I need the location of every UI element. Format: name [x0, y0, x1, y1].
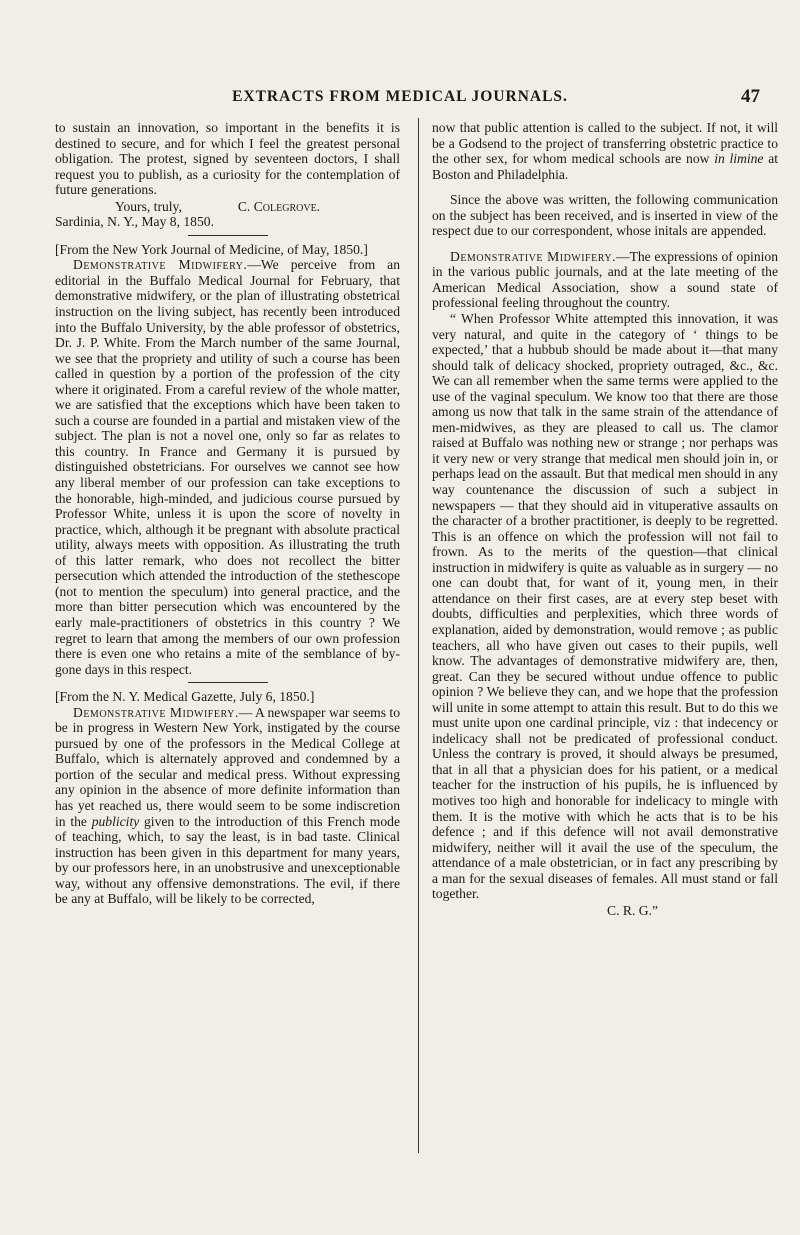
article-heading: Demonstrative Midwifery. — [450, 248, 616, 264]
right-column — [432, 120, 778, 918]
article-paragraph — [55, 705, 400, 907]
left-column — [55, 120, 400, 907]
signature-closing: Yours, truly, — [115, 198, 182, 214]
article-body-continued: given to the introduction of this French mode of teaching, which, to say the least, is in bad taste. Clinical instruction has been given in this department for many years, by our professors here, in an unobstrusive and unexceptionable way, without any offensive demonstrations. The evil, if there be any at Buffalo, will be likely to be corrected, — [55, 813, 400, 907]
article-body: —We perceive from an editorial in the Buffalo Medical Journal for February, that demonstrative midwifery, or the plan of illustrating obstetrical instruction on the living subject, has recently been introduced into the Buffalo University, by the able professor of obstetrics, Dr. J. P. White. From the March number of the same Journal, we see that the propriety and utility of such a course has been called in question by a portion of the profession of the city where it originated. From a careful review of the whole matter, we are satisfied that the exceptions which have been taken to such a course are founded in a partial and mistaken view of the subject. The plan is not a novel one, only so far as relates to this country. In France and Germany it is pursued by distinguished obstetricians. For ourselves we cannot see how any liberal member of our profession can take exceptions to the honorable, high-minded, and judicious course pursued by Professor White, unless it is upon the score of novelty in practice, which, although it be pregnant with absolute practical utility, always meets with opposition. As illustrating the truth of this latter remark, who does not recollect the bitter persecution which attended the introduction of the stethescope (not to mention the speculum) into general practice, and the more than bitter persecution which was encountered by the early male-practitioners of obstetrics in this country ? We regret to learn that among the members of our own profession there is even one who retains a mite of the semblance of by-gone days in this respect. — [55, 257, 400, 677]
article-paragraph — [432, 249, 778, 311]
article-body: — A newspaper war seems to be in progress in Western New York, instigated by the course pursued by one of the professors in the Medical College at Buffalo, which is alternately approved and condemned by a portion of the secular and medical press. Without expressing any opinion in the absence of more definite information than has yet reached us, there would seem to be some indiscretion in the — [55, 704, 400, 829]
article-heading: Demonstrative Midwifery. — [73, 704, 239, 720]
signature-name: C. Colegrove. — [237, 198, 321, 214]
paragraph-gap — [432, 182, 778, 192]
correspondent-initials: C. R. G.” — [607, 902, 658, 918]
column-divider — [418, 118, 419, 1153]
header-title: EXTRACTS FROM MEDICAL JOURNALS. — [232, 88, 568, 105]
article-heading: Demonstrative Midwifery. — [73, 257, 248, 273]
continued-paragraph — [432, 120, 778, 182]
continued-text-end: at Boston and Philadelphia. — [432, 151, 778, 182]
paragraph-gap — [432, 239, 778, 249]
signature-place: Sardinia, N. Y., May 8, 1850. — [55, 214, 214, 230]
intro-paragraph: to sustain an innovation, so important in the benefits it is destined to secure, and for which I feel the greatest personal obligation. The protest, signed by seventeen doctors, I shall request you to publish, as a curiosity for the contemplation of future generations. — [55, 120, 400, 198]
source-citation: [From the N. Y. Medical Gazette, July 6, 1850.] — [55, 689, 315, 705]
italic-term: in limine — [714, 151, 764, 167]
editor-note: Since the above was written, the following communication on the subject has been received, and is inserted in view of the respect due to our correspondent, whose initals are appended. — [432, 192, 778, 239]
continued-text: now that public attention is called to the subject. If not, it will be a Godsend to the project of transferring obstetric practice to the other sex, for whom medical schools are now — [432, 120, 778, 167]
article-paragraph — [55, 257, 400, 677]
italic-term: publicity — [91, 813, 140, 829]
quoted-communication: “ When Professor White attempted this innovation, it was very natural, and quite in the category of ‘ things to be expected,’ that a hubbub should be made about it—that many should talk of delicacy shocked, propriety outraged, &c., &c. We can all remember when the same terms were applied to the use of the vaginal speculum. We know too that there are those among us now that talk in the same strain of the attendance of men-midwives, as they are pleased to call us. The clamor raised at Buffalo was nothing new or strange ; nor perhaps was it very new or very strange that medical men should join in, or perhaps lead on the assault. But that medical men should in any way countenance the discussion of such a subject in newspapers — that they should aid in vituperative assaults on the character of a brother practitioner, is deeply to be regretted. This is an offence on which the profession will not fail to frown. As to the merits of the question—that clinical instruction in midwifery is quite as valuable as in surgery — no one can doubt that, for want of it, young men, in their attendance on their first cases, are at every step beset with doubts, difficulties and perplexities, which three words of explanation, aided by demonstration, would remove ; as public teachers, all who have given out cases to their pupils, well know. The advantages of demonstrative midwifery are, then, great. Can they be secured without undue offence to public opinion ? We believe they can, and we hope that the profession will unite in some attempt to attain this result. But to do this we must unite upon one cardinal principle, viz : that indecency or indelicacy shall not be predicated of professional conduct. Unless the contrary is proved, it should always be presumed, that in all that a physician does for his patient, or a medical teacher for the instruction of his pupils, he is influenced by motives too high and honorable for indelicacy to mingle with them. It is the motive with which he acts that is to be his defence ; and if this defence will not avail demonstrative midwifery, neither will it avail the use of the speculum, the attendance of a male obstetrician, or in fact any prescribing by a man for the sexual diseases of females. All must stand or fall together. — [432, 311, 778, 902]
letter-signature — [55, 199, 400, 215]
running-header — [40, 88, 760, 112]
article-body: —The expressions of opinion in the various public journals, and at the late meeting of the American Medical Association, show a sound state of professional feeling throughout the country. — [432, 248, 778, 311]
section-rule — [188, 682, 268, 683]
source-citation: [From the New York Journal of Medicine, of May, 1850.] — [55, 241, 368, 257]
section-rule — [188, 235, 268, 236]
page-number: 47 — [741, 86, 760, 107]
